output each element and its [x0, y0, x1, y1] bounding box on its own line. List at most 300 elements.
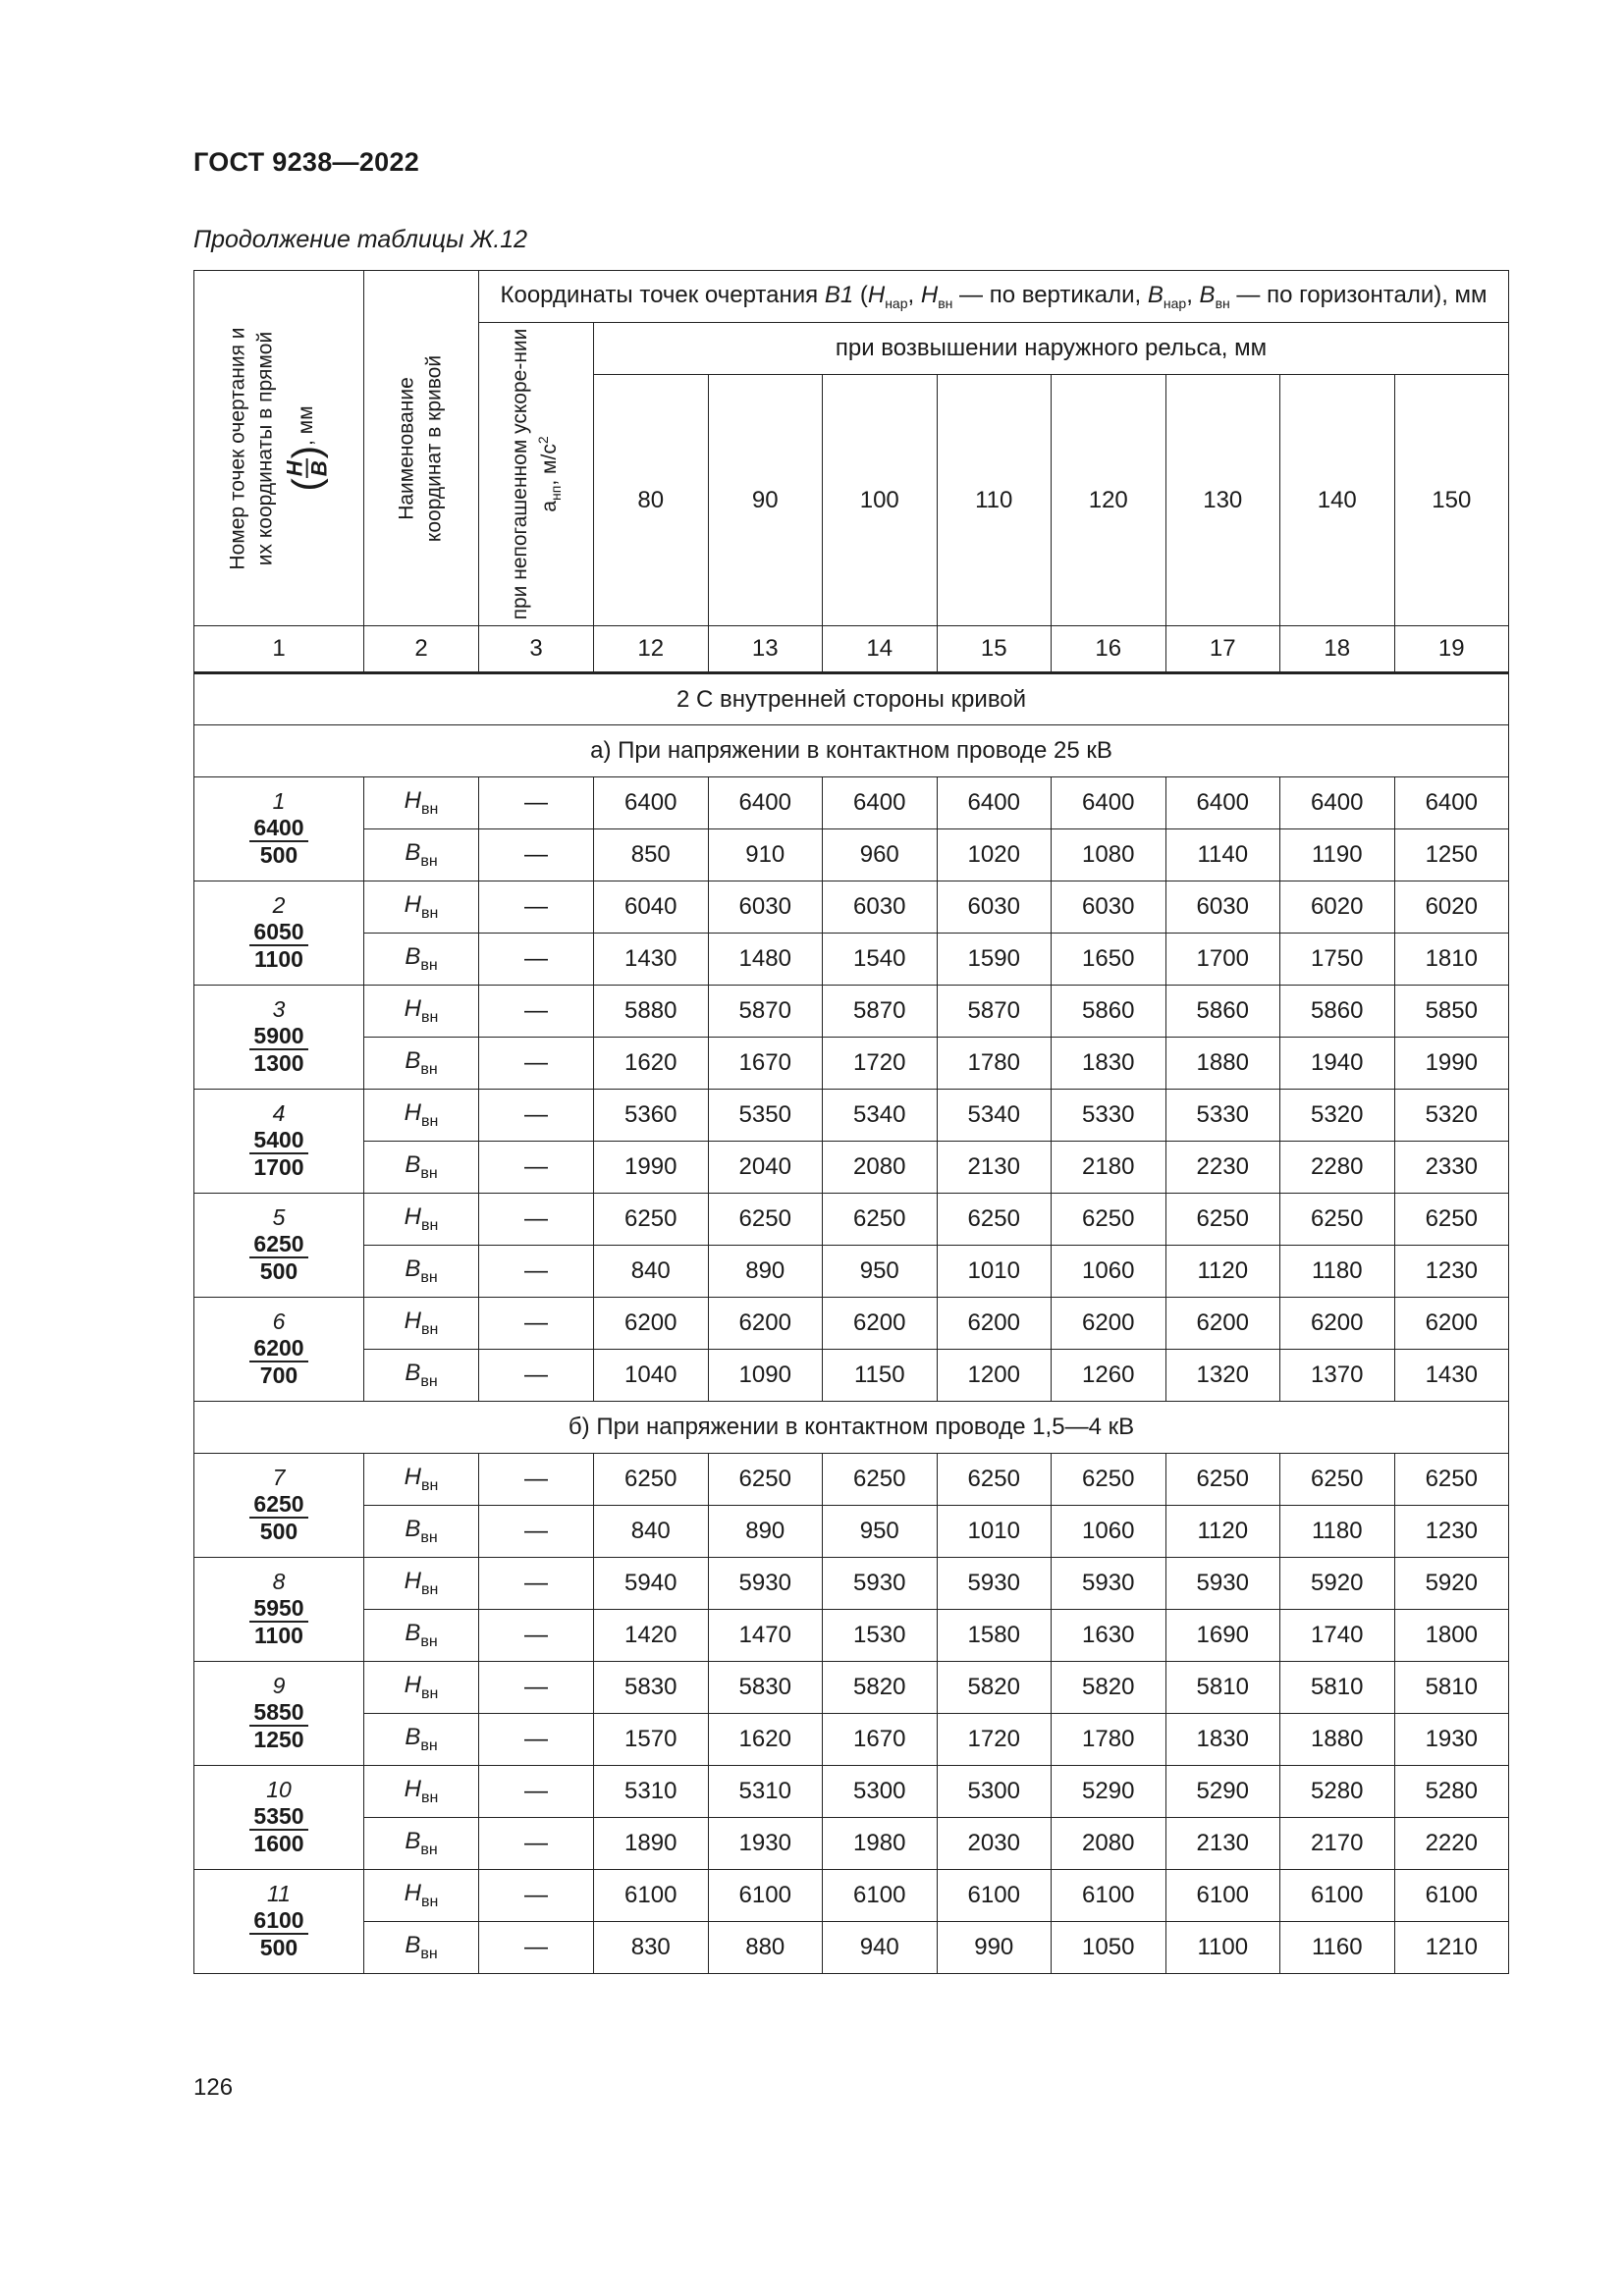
value-cell: 5880: [594, 986, 709, 1038]
value-cell: 1230: [1394, 1506, 1509, 1558]
value-cell: 5320: [1280, 1090, 1395, 1142]
coord-label-b: $B_{вн}$: [364, 1714, 479, 1766]
point-fraction: $\frac{5900}{1300}$: [249, 1023, 307, 1077]
value-cell: 5350: [708, 1090, 823, 1142]
value-cell: 830: [594, 1922, 709, 1974]
value-cell: 1050: [1052, 1922, 1166, 1974]
value-cell: 1250: [1394, 829, 1509, 881]
value-cell: 5860: [1052, 986, 1166, 1038]
table-row: [194, 1766, 1509, 1818]
value-cell: 6030: [708, 881, 823, 934]
value-cell: 6250: [1052, 1194, 1166, 1246]
value-cell: 6200: [594, 1298, 709, 1350]
value-cell: 990: [937, 1922, 1052, 1974]
value-cell: 5830: [708, 1662, 823, 1714]
col2-header: Наименование координат в кривой: [364, 271, 479, 626]
value-cell: 1650: [1052, 934, 1166, 986]
value-cell: 6250: [1165, 1194, 1280, 1246]
value-cell: 950: [823, 1246, 938, 1298]
point-fraction: $\frac{5850}{1250}$: [249, 1699, 307, 1753]
value-cell: 1120: [1165, 1246, 1280, 1298]
value-cell: 1990: [1394, 1038, 1509, 1090]
value-cell: 6400: [594, 777, 709, 829]
col3-header: при непогашенном ускоре-нии $a_{нп}$, $м/с^2$: [479, 323, 594, 626]
coord-label-b: $B_{вн}$: [364, 1506, 479, 1558]
value-cell: 5330: [1052, 1090, 1166, 1142]
value-cell: 1080: [1052, 829, 1166, 881]
elevation-header: 80: [594, 375, 709, 626]
point-cell: [194, 1766, 364, 1870]
value-cell: 6250: [708, 1194, 823, 1246]
coord-label-b: $B_{вн}$: [364, 934, 479, 986]
point-cell: [194, 1454, 364, 1558]
value-cell: 890: [708, 1246, 823, 1298]
value-cell: 1720: [937, 1714, 1052, 1766]
table-row: [194, 881, 1509, 934]
table-row: [194, 1662, 1509, 1714]
dash-cell: —: [479, 1922, 594, 1974]
value-cell: 1260: [1052, 1350, 1166, 1402]
point-fraction: $\frac{5950}{1100}$: [249, 1595, 307, 1649]
dash-cell: —: [479, 1506, 594, 1558]
value-cell: 1750: [1280, 934, 1395, 986]
table-row: [194, 1610, 1509, 1662]
value-cell: 6250: [937, 1454, 1052, 1506]
table-row: [194, 1350, 1509, 1402]
table-row: [194, 1818, 1509, 1870]
coord-label-h: $H_{вн}$: [364, 1454, 479, 1506]
table-row: [194, 1454, 1509, 1506]
value-cell: 1880: [1280, 1714, 1395, 1766]
value-cell: 6200: [1394, 1298, 1509, 1350]
value-cell: 6200: [1052, 1298, 1166, 1350]
value-cell: 5930: [1165, 1558, 1280, 1610]
value-cell: 2230: [1165, 1142, 1280, 1194]
dash-cell: —: [479, 829, 594, 881]
value-cell: 5290: [1052, 1766, 1166, 1818]
point-number: 11: [267, 1880, 291, 1906]
elevation-header: 110: [937, 375, 1052, 626]
coord-label-h: $H_{вн}$: [364, 1090, 479, 1142]
value-cell: 5870: [937, 986, 1052, 1038]
point-cell: [194, 1298, 364, 1402]
value-cell: 5820: [823, 1662, 938, 1714]
column-number: 17: [1165, 626, 1280, 673]
table-row: [194, 777, 1509, 829]
dash-cell: —: [479, 1298, 594, 1350]
table-row: [194, 1038, 1509, 1090]
table-row: [194, 1194, 1509, 1246]
value-cell: 880: [708, 1922, 823, 1974]
table-row: [194, 1298, 1509, 1350]
elevation-header: 140: [1280, 375, 1395, 626]
value-cell: 950: [823, 1506, 938, 1558]
value-cell: 1100: [1165, 1922, 1280, 1974]
point-fraction: $\frac{6250}{500}$: [249, 1231, 307, 1285]
point-number: 2: [272, 891, 286, 918]
value-cell: 6250: [1280, 1194, 1395, 1246]
point-number: 6: [272, 1308, 286, 1334]
value-cell: 6250: [937, 1194, 1052, 1246]
dash-cell: —: [479, 881, 594, 934]
dash-cell: —: [479, 1662, 594, 1714]
value-cell: 6400: [708, 777, 823, 829]
value-cell: 1420: [594, 1610, 709, 1662]
value-cell: 5340: [937, 1090, 1052, 1142]
value-cell: 6020: [1394, 881, 1509, 934]
value-cell: 1010: [937, 1246, 1052, 1298]
table-row: [194, 1506, 1509, 1558]
value-cell: 5280: [1280, 1766, 1395, 1818]
value-cell: 6250: [1280, 1454, 1395, 1506]
table-row: [194, 1246, 1509, 1298]
value-cell: 2280: [1280, 1142, 1395, 1194]
coord-label-h: $H_{вн}$: [364, 1558, 479, 1610]
point-number: 10: [266, 1776, 292, 1802]
value-cell: 1720: [823, 1038, 938, 1090]
dash-cell: —: [479, 1766, 594, 1818]
value-cell: 840: [594, 1506, 709, 1558]
value-cell: 1690: [1165, 1610, 1280, 1662]
value-cell: 6200: [708, 1298, 823, 1350]
subsection-title: а) При напряжении в контактном проводе 25 кВ: [194, 725, 1509, 777]
value-cell: 6200: [1165, 1298, 1280, 1350]
value-cell: 6400: [823, 777, 938, 829]
point-cell: [194, 881, 364, 986]
coord-label-h: $H_{вн}$: [364, 1870, 479, 1922]
point-cell: [194, 1870, 364, 1974]
value-cell: 1430: [594, 934, 709, 986]
dash-cell: —: [479, 1350, 594, 1402]
point-cell: [194, 777, 364, 881]
value-cell: 1060: [1052, 1506, 1166, 1558]
value-cell: 5830: [594, 1662, 709, 1714]
value-cell: 960: [823, 829, 938, 881]
dash-cell: —: [479, 1246, 594, 1298]
value-cell: 2030: [937, 1818, 1052, 1870]
column-number: 14: [823, 626, 938, 673]
point-fraction: $\frac{6050}{1100}$: [249, 919, 307, 973]
value-cell: 5320: [1394, 1090, 1509, 1142]
column-number: 1: [194, 626, 364, 673]
value-cell: 1810: [1394, 934, 1509, 986]
value-cell: 6250: [1165, 1454, 1280, 1506]
value-cell: 850: [594, 829, 709, 881]
table-row: [194, 829, 1509, 881]
value-cell: 6200: [937, 1298, 1052, 1350]
value-cell: 1040: [594, 1350, 709, 1402]
coord-label-b: $B_{вн}$: [364, 1246, 479, 1298]
value-cell: 1480: [708, 934, 823, 986]
value-cell: 1470: [708, 1610, 823, 1662]
value-cell: 1200: [937, 1350, 1052, 1402]
subsection-title: б) При напряжении в контактном проводе 1,5—4 кВ: [194, 1402, 1509, 1454]
coord-label-b: $B_{вн}$: [364, 1610, 479, 1662]
coord-label-b: $B_{вн}$: [364, 1922, 479, 1974]
value-cell: 1620: [708, 1714, 823, 1766]
value-cell: 1120: [1165, 1506, 1280, 1558]
value-cell: 5280: [1394, 1766, 1509, 1818]
point-number: 7: [272, 1464, 286, 1490]
table-row: [194, 986, 1509, 1038]
value-cell: 6250: [1052, 1454, 1166, 1506]
value-cell: 2180: [1052, 1142, 1166, 1194]
value-cell: 6400: [1280, 777, 1395, 829]
value-cell: 6200: [1280, 1298, 1395, 1350]
value-cell: 1930: [708, 1818, 823, 1870]
value-cell: 1830: [1052, 1038, 1166, 1090]
value-cell: 1020: [937, 829, 1052, 881]
coord-label-b: $B_{вн}$: [364, 1818, 479, 1870]
column-number: 16: [1052, 626, 1166, 673]
coord-label-b: $B_{вн}$: [364, 1142, 479, 1194]
value-cell: 5360: [594, 1090, 709, 1142]
point-number: 8: [272, 1568, 286, 1594]
value-cell: 1630: [1052, 1610, 1166, 1662]
value-cell: 6400: [1394, 777, 1509, 829]
dash-cell: —: [479, 1090, 594, 1142]
point-number: 1: [272, 787, 286, 814]
value-cell: 6100: [1280, 1870, 1395, 1922]
point-cell: [194, 1090, 364, 1194]
value-cell: 5860: [1165, 986, 1280, 1038]
coord-label-b: $B_{вн}$: [364, 1350, 479, 1402]
value-cell: 5310: [594, 1766, 709, 1818]
value-cell: 1190: [1280, 829, 1395, 881]
value-cell: 6030: [1165, 881, 1280, 934]
dash-cell: —: [479, 986, 594, 1038]
value-cell: 5290: [1165, 1766, 1280, 1818]
coord-label-h: $H_{вн}$: [364, 1194, 479, 1246]
value-cell: 1740: [1280, 1610, 1395, 1662]
elevation-header: 90: [708, 375, 823, 626]
value-cell: 1530: [823, 1610, 938, 1662]
value-cell: 1670: [708, 1038, 823, 1090]
value-cell: 5340: [823, 1090, 938, 1142]
column-number: 2: [364, 626, 479, 673]
value-cell: 1620: [594, 1038, 709, 1090]
group-header: Координаты точек очертания B1 ($H_{нар}$, $H_{вн}$ — по вертикали, $B_{нар}$, $B_{вн}$ — по горизонтали), мм: [479, 271, 1509, 323]
point-cell: [194, 986, 364, 1090]
value-cell: 5300: [823, 1766, 938, 1818]
value-cell: 6100: [708, 1870, 823, 1922]
value-cell: 5930: [937, 1558, 1052, 1610]
value-cell: 2130: [1165, 1818, 1280, 1870]
dash-cell: —: [479, 1194, 594, 1246]
value-cell: 1430: [1394, 1350, 1509, 1402]
value-cell: 6100: [823, 1870, 938, 1922]
elevation-header: 120: [1052, 375, 1166, 626]
value-cell: 5920: [1280, 1558, 1395, 1610]
value-cell: 1090: [708, 1350, 823, 1402]
value-cell: 1010: [937, 1506, 1052, 1558]
value-cell: 6250: [823, 1454, 938, 1506]
value-cell: 1320: [1165, 1350, 1280, 1402]
value-cell: 2130: [937, 1142, 1052, 1194]
point-number: 5: [272, 1203, 286, 1230]
point-fraction: $\frac{6400}{500}$: [249, 815, 307, 869]
point-number: 4: [272, 1099, 286, 1126]
coord-label-h: $H_{вн}$: [364, 777, 479, 829]
value-cell: 1160: [1280, 1922, 1395, 1974]
value-cell: 2220: [1394, 1818, 1509, 1870]
point-fraction: $\frac{6250}{500}$: [249, 1491, 307, 1545]
value-cell: 1570: [594, 1714, 709, 1766]
table-caption: Продолжение таблицы Ж.12: [193, 226, 528, 253]
elevation-header: 150: [1394, 375, 1509, 626]
column-number: 3: [479, 626, 594, 673]
point-fraction: $\frac{6100}{500}$: [249, 1907, 307, 1961]
coord-label-h: $H_{вн}$: [364, 1662, 479, 1714]
dash-cell: —: [479, 1610, 594, 1662]
value-cell: 1780: [1052, 1714, 1166, 1766]
value-cell: 5930: [1052, 1558, 1166, 1610]
point-fraction: $\frac{5350}{1600}$: [249, 1803, 307, 1857]
value-cell: 5940: [594, 1558, 709, 1610]
value-cell: 1370: [1280, 1350, 1395, 1402]
value-cell: 1150: [823, 1350, 938, 1402]
point-number: 3: [272, 995, 286, 1022]
value-cell: 6030: [823, 881, 938, 934]
value-cell: 940: [823, 1922, 938, 1974]
value-cell: 1540: [823, 934, 938, 986]
value-cell: 5810: [1165, 1662, 1280, 1714]
point-fraction: $\frac{5400}{1700}$: [249, 1127, 307, 1181]
value-cell: 6250: [1394, 1194, 1509, 1246]
table-row: [194, 1714, 1509, 1766]
value-cell: 6400: [937, 777, 1052, 829]
value-cell: 1180: [1280, 1246, 1395, 1298]
value-cell: 6100: [1394, 1870, 1509, 1922]
point-cell: [194, 1194, 364, 1298]
value-cell: 6030: [937, 881, 1052, 934]
table-row: [194, 1090, 1509, 1142]
column-number: 19: [1394, 626, 1509, 673]
column-number: 12: [594, 626, 709, 673]
value-cell: 890: [708, 1506, 823, 1558]
value-cell: 5820: [1052, 1662, 1166, 1714]
dash-cell: —: [479, 934, 594, 986]
value-cell: 6030: [1052, 881, 1166, 934]
value-cell: 1890: [594, 1818, 709, 1870]
value-cell: 6100: [1165, 1870, 1280, 1922]
value-cell: 5920: [1394, 1558, 1509, 1610]
table-row: [194, 1922, 1509, 1974]
value-cell: 1210: [1394, 1922, 1509, 1974]
document-title: ГОСТ 9238—2022: [193, 147, 420, 177]
value-cell: 5300: [937, 1766, 1052, 1818]
value-cell: 5810: [1394, 1662, 1509, 1714]
value-cell: 5860: [1280, 986, 1395, 1038]
value-cell: 6250: [823, 1194, 938, 1246]
table-row: [194, 934, 1509, 986]
value-cell: 6250: [594, 1454, 709, 1506]
value-cell: 6040: [594, 881, 709, 934]
column-number: 18: [1280, 626, 1395, 673]
value-cell: 1830: [1165, 1714, 1280, 1766]
value-cell: 6020: [1280, 881, 1395, 934]
coord-label-b: $B_{вн}$: [364, 829, 479, 881]
point-fraction: $\frac{6200}{700}$: [249, 1335, 307, 1389]
value-cell: 2080: [1052, 1818, 1166, 1870]
dash-cell: —: [479, 1818, 594, 1870]
table-row: [194, 1142, 1509, 1194]
value-cell: 5810: [1280, 1662, 1395, 1714]
value-cell: 1880: [1165, 1038, 1280, 1090]
dash-cell: —: [479, 1558, 594, 1610]
value-cell: 1230: [1394, 1246, 1509, 1298]
value-cell: 6200: [823, 1298, 938, 1350]
column-number: 15: [937, 626, 1052, 673]
value-cell: 1670: [823, 1714, 938, 1766]
value-cell: 1700: [1165, 934, 1280, 986]
value-cell: 1180: [1280, 1506, 1395, 1558]
value-cell: 2170: [1280, 1818, 1395, 1870]
coord-label-h: $H_{вн}$: [364, 1298, 479, 1350]
value-cell: 1980: [823, 1818, 938, 1870]
sub-group-header: при возвышении наружного рельса, мм: [594, 323, 1509, 375]
value-cell: 1940: [1280, 1038, 1395, 1090]
value-cell: 6250: [1394, 1454, 1509, 1506]
value-cell: 5930: [708, 1558, 823, 1610]
value-cell: 6100: [594, 1870, 709, 1922]
value-cell: 2080: [823, 1142, 938, 1194]
dash-cell: —: [479, 1454, 594, 1506]
value-cell: 5930: [823, 1558, 938, 1610]
coord-label-b: $B_{вн}$: [364, 1038, 479, 1090]
column-number: 13: [708, 626, 823, 673]
point-number: 9: [272, 1672, 286, 1698]
value-cell: 1930: [1394, 1714, 1509, 1766]
h-over-b-fraction: ( H B ): [282, 445, 332, 492]
elevation-header: 100: [823, 375, 938, 626]
elevation-header: 130: [1165, 375, 1280, 626]
value-cell: 6250: [708, 1454, 823, 1506]
value-cell: 2330: [1394, 1142, 1509, 1194]
page-number: 126: [193, 2074, 234, 2101]
coord-label-h: $H_{вн}$: [364, 986, 479, 1038]
value-cell: 1580: [937, 1610, 1052, 1662]
coordinates-table: [193, 270, 1509, 1974]
table-row: [194, 1558, 1509, 1610]
value-cell: 910: [708, 829, 823, 881]
value-cell: 5820: [937, 1662, 1052, 1714]
value-cell: 6400: [1165, 777, 1280, 829]
value-cell: 5330: [1165, 1090, 1280, 1142]
value-cell: 1060: [1052, 1246, 1166, 1298]
value-cell: 5870: [823, 986, 938, 1038]
value-cell: 1140: [1165, 829, 1280, 881]
dash-cell: —: [479, 1870, 594, 1922]
section-title: 2 С внутренней стороны кривой: [194, 673, 1509, 725]
value-cell: 5870: [708, 986, 823, 1038]
table-row: [194, 1870, 1509, 1922]
value-cell: 840: [594, 1246, 709, 1298]
value-cell: 6250: [594, 1194, 709, 1246]
col1-header: Номер точек очертания и их координаты в прямой ( H B ), мм: [194, 271, 364, 626]
dash-cell: —: [479, 1038, 594, 1090]
point-cell: [194, 1662, 364, 1766]
value-cell: 1800: [1394, 1610, 1509, 1662]
value-cell: 2040: [708, 1142, 823, 1194]
value-cell: 6100: [1052, 1870, 1166, 1922]
coord-label-h: $H_{вн}$: [364, 881, 479, 934]
dash-cell: —: [479, 1714, 594, 1766]
value-cell: 1990: [594, 1142, 709, 1194]
dash-cell: —: [479, 1142, 594, 1194]
value-cell: 1590: [937, 934, 1052, 986]
value-cell: 6400: [1052, 777, 1166, 829]
